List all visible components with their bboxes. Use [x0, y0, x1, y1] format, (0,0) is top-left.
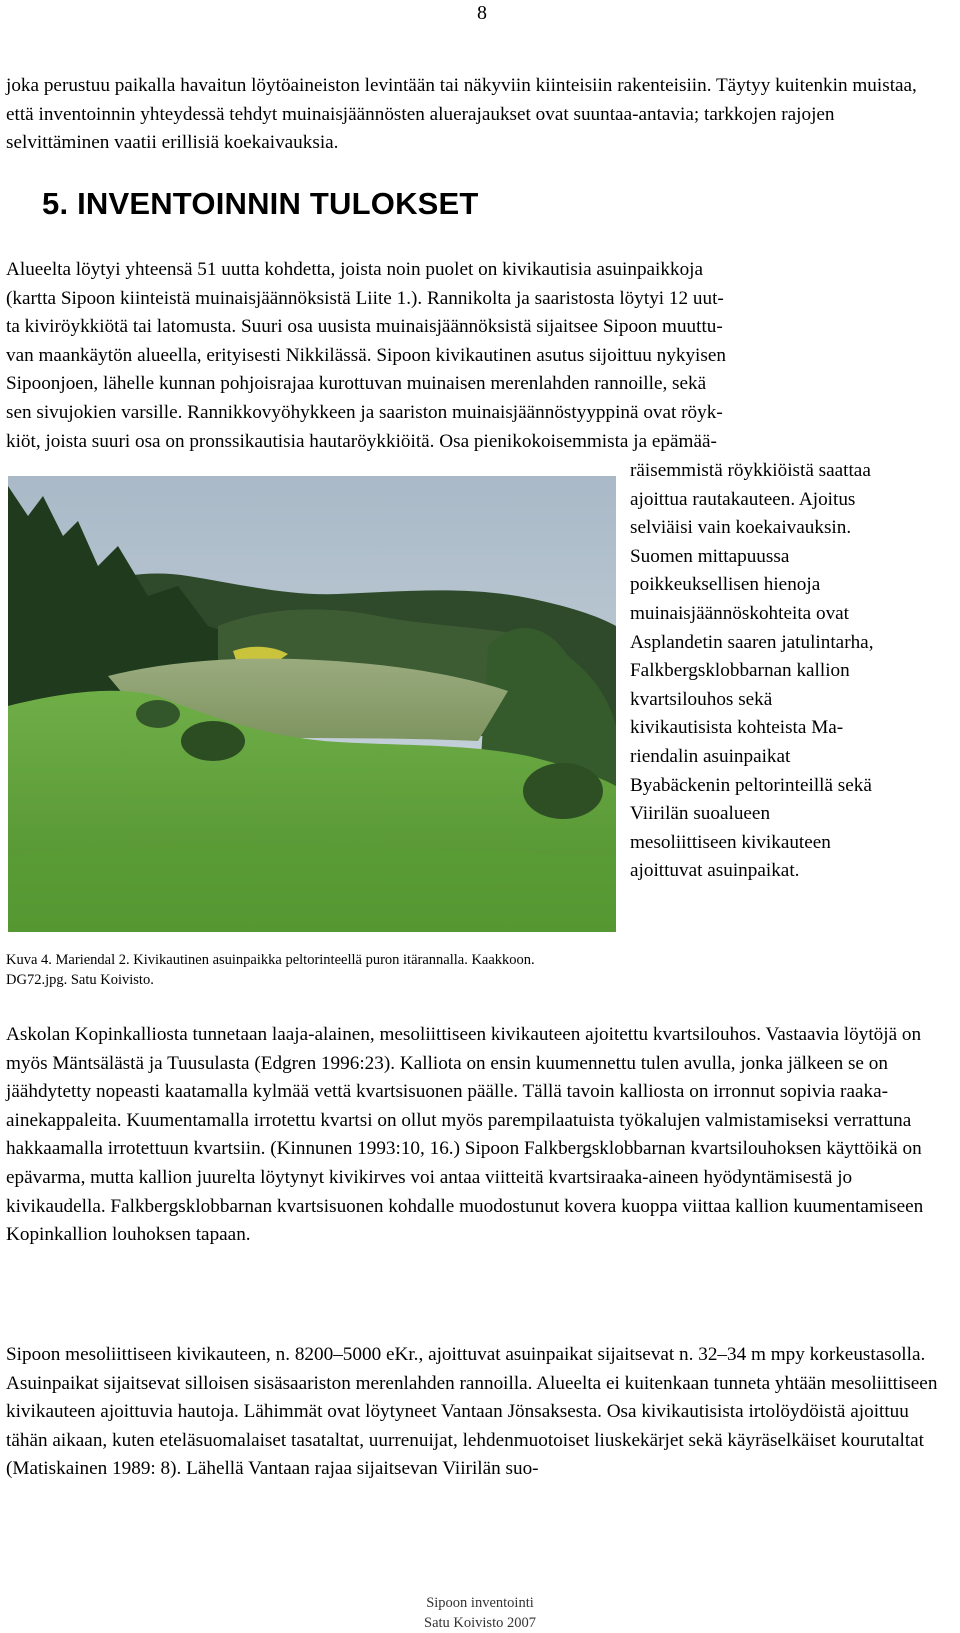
paragraph-quartz-quarry: Askolan Kopinkalliosta tunnetaan laaja-alainen, mesoliittiseen kivikauteen ajoitettu kvartsilouhos. Vastaavia löytöjä on myös Mäntsälästä ja Tuusulasta (Edgren 1996:23). Kalliota on ensin kuumennettu tulen avulla, jonka jälkeen se on jäähdytetty nopeasti kaatamalla kylmää vettä kvartsisuonen päälle. Tällä tavoin kalliosta on irronnut sopivia raaka-ainekappaleita. Kuumentamalla irrotettu kvartsi on ollut myös parempilaatuista työkalujen valmistamiseksi verrattuna hakkaamalla irrotettuun kvartsiin. (Kinnunen 1993:10, 16.) Sipoon Falkbergsklobbarnan kvartsilouhoksen käyttöikä on epävarma, mutta kallion juurelta löytynyt kivikirves voi antaa viitteitä kvartsiraaka-aineen hyödyntämisestä jo kivikaudella. Falkbergsklobbarnan kvartsisuonen kohdalle muodostunut kovera kuoppa viittaa kallion kuumentamiseen Kopinkallion louhoksen tapaan. — [6, 1024, 924, 1246]
page-footer — [380, 1593, 580, 1633]
caption-line: DG72.jpg. Satu Koivisto. — [6, 972, 154, 988]
text-line: kiöt, joista suuri osa on pronssikautisia hautaröykkiöitä. Osa pienikokoisemmista ja epämää- — [6, 430, 717, 452]
page-number: 8 — [477, 2, 487, 24]
text-line: Alueelta löytyi yhteensä 51 uutta kohdetta, joista noin puolet on kivikautisia asuinpaikkoja — [6, 259, 704, 280]
section-heading: 5. INVENTOINNIN TULOKSET — [42, 186, 479, 221]
text-line: Falkbergsklobbarnan kallion — [630, 660, 850, 682]
text-line: van maankäytön alueella, erityisesti Nikkilässä. Sipoon kivikautinen asutus sijoittuu nykyisen — [6, 344, 726, 366]
intro-paragraph: joka perustuu paikalla havaitun löytöaineiston levintään tai näkyviin kiinteisiin rakenteisiin. Täytyy kuitenkin muistaa, että inventoinnin yhteydessä tehdyt muinaisjäännösten aluerajaukset ovat suuntaa-antavia; tarkkojen rajojen selvittäminen vaatii erillisiä koekaivauksia. — [6, 75, 917, 154]
text-line: muinaisjäännöskohteita ovat — [630, 602, 850, 624]
text-line: selviäisi vain koekaivauksin. — [630, 517, 852, 539]
footer-line: Sipoon inventointi — [426, 1595, 534, 1611]
text-line: kvartsilouhos sekä — [630, 688, 773, 710]
text-line: Suomen mittapuussa — [630, 545, 790, 567]
paragraph-mesolithic: Sipoon mesoliittiseen kivikauteen, n. 8200–5000 eKr., ajoittuvat asuinpaikat sijaitsevat n. 32–34 m mpy korkeustasolla. Asuinpaikat sijaitsevat silloisen sisäsaariston merenlahden rannoilla. Alueelta ei kuitenkaan tunneta yhtään mesoliittiseen kivikauteen ajoittuvia hautoja. Lähimmät ovat löytyneet Vantaan Jönsaksesta. Osa kivikautisista irtolöydöistä ajoittuu tähän aikaan, kuten eteläsuomalaiset tasataltat, uurrenuijat, lehdenmuotoiset liuskekärjet sekä käyräselkäiset kourutaltat (Matiskainen 1989: 8). Lähellä Vantaan rajaa sijaitsevan Viirilän suo- — [6, 1344, 938, 1480]
text-line: mesoliittiseen kivikauteen — [630, 831, 831, 853]
text-line: räisemmistä röykkiöistä saattaa — [630, 460, 871, 481]
results-paragraph — [6, 256, 940, 456]
text-line: Sipoonjoen, lähelle kunnan pohjoisrajaa kurottuvan muinaisen merenlahden rannoille, sekä — [6, 373, 707, 395]
text-line: Byabäckenin peltorinteillä sekä — [630, 774, 872, 796]
caption-line: Kuva 4. Mariendal 2. Kivikautinen asuinpaikka peltorinteellä puron itärannalla. Kaakkoon. — [6, 952, 535, 968]
figure-caption — [6, 950, 646, 990]
text-line: kivikautisista kohteista Ma- — [630, 717, 844, 739]
footer-line: Satu Koivisto 2007 — [424, 1615, 536, 1631]
landscape-photo — [8, 476, 616, 932]
text-line: ajoittuvat asuinpaikat. — [630, 860, 800, 882]
text-line: Viirilän suoalueen — [630, 803, 771, 825]
text-line: ta kiviröykkiötä tai latomusta. Suuri osa uusista muinaisjäännöksistä sijaitsee Sipoon muuttu- — [6, 316, 723, 338]
text-line: riendalin asuinpaikat — [630, 745, 791, 767]
text-line: Asplandetin saaren jatulintarha, — [630, 631, 874, 653]
landscape-photo-illustration — [8, 476, 616, 932]
text-line: ajoittua rautakauteen. Ajoitus — [630, 488, 856, 510]
text-line: (kartta Sipoon kiinteistä muinaisjäännöksistä Liite 1.). Rannikolta ja saaristosta löytyi 12 uut- — [6, 287, 724, 309]
results-paragraph-wrapped-column — [630, 457, 950, 886]
text-line: sen sivujokien varsille. Rannikkovyöhykkeen ja saariston muinaisjäännöstyyppinä ovat röyk- — [6, 401, 723, 423]
text-line: poikkeuksellisen hienoja — [630, 574, 821, 596]
